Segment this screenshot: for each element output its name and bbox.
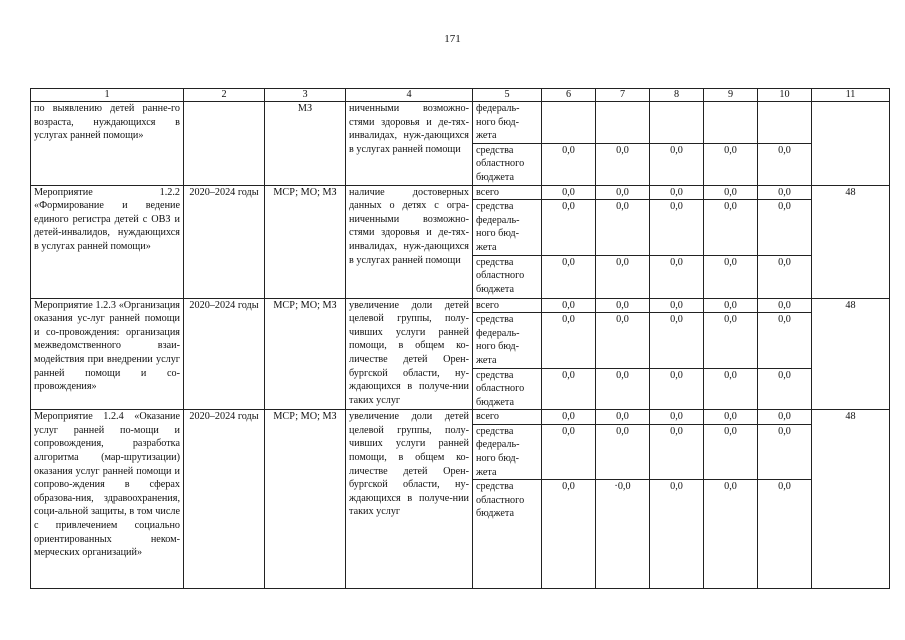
value-cell [650, 102, 704, 144]
value-cell: 0,0 [704, 480, 758, 589]
col11-cell [812, 102, 890, 186]
col-header: 11 [812, 89, 890, 102]
value-cell: ·0,0 [596, 480, 650, 589]
value-cell: 0,0 [596, 313, 650, 368]
value-cell: 0,0 [704, 200, 758, 255]
value-cell: 0,0 [758, 185, 812, 200]
measure-executors: МСР; МО; МЗ [265, 185, 346, 298]
col-header: 1 [31, 89, 184, 102]
col11-cell: 48 [812, 185, 890, 298]
col-header: 3 [265, 89, 346, 102]
value-cell: 0,0 [596, 143, 650, 185]
value-cell: 0,0 [704, 298, 758, 313]
col-header: 8 [650, 89, 704, 102]
funding-source: федераль-ного бюд-жета [473, 102, 542, 144]
value-cell: 0,0 [542, 480, 596, 589]
value-cell: 0,0 [542, 424, 596, 479]
value-cell: 0,0 [596, 200, 650, 255]
value-cell: 0,0 [650, 410, 704, 425]
measure-name: по выявлению детей ранне-го возраста, нуждающихся в услугах ранней помощи» [31, 102, 184, 186]
measure-indicator: увеличение доли детей целевой группы, полу-чивших услуги ранней помощи, в общем ко-личестве детей Орен-бургской области, ну-ждающихся в получе-нии таких услуг [346, 298, 473, 410]
measure-executors: МСР; МО; МЗ [265, 298, 346, 410]
value-cell: 0,0 [758, 368, 812, 410]
value-cell: 0,0 [758, 313, 812, 368]
table-row [31, 298, 890, 313]
value-cell: 0,0 [704, 368, 758, 410]
table-header-row [31, 89, 890, 102]
measure-name: Мероприятие 1.2.3 «Организация оказания ус-луг ранней помощи и со-провождения: организация межведомственного взаи-модействия при внедрении услуг ранней помощи и со-провождения» [31, 298, 184, 410]
value-cell: 0,0 [704, 424, 758, 479]
value-cell: 0,0 [542, 313, 596, 368]
value-cell: 0,0 [650, 313, 704, 368]
col-header: 7 [596, 89, 650, 102]
value-cell: 0,0 [704, 185, 758, 200]
value-cell: 0,0 [542, 410, 596, 425]
value-cell: 0,0 [542, 185, 596, 200]
value-cell: 0,0 [650, 480, 704, 589]
col11-cell: 48 [812, 410, 890, 589]
value-cell: 0,0 [650, 424, 704, 479]
measure-years [184, 102, 265, 186]
measure-indicator: ниченными возможно-стями здоровья и де-тях-инвалидах, нуж-дающихся в услугах ранней помощи [346, 102, 473, 186]
page-number: 171 [444, 33, 461, 45]
table-row [31, 410, 890, 425]
funding-source: средства федераль-ного бюд-жета [473, 200, 542, 255]
measure-years: 2020–2024 годы [184, 298, 265, 410]
value-cell: 0,0 [596, 368, 650, 410]
measure-name: Мероприятие 1.2.4 «Оказание услуг ранней по-мощи и сопровождения, разработка алгоритма (мар-шрутизации) оказания услуг ранней помощи и сопрово-ждения в сферах образова-ния, здравоохранения, соци-альной защиты, в том числе с привлечением социально ориентированных неком-мерческих организаций» [31, 410, 184, 589]
funding-source: всего [473, 185, 542, 200]
value-cell: 0,0 [704, 255, 758, 298]
value-cell: 0,0 [650, 368, 704, 410]
program-measures-table [30, 88, 890, 589]
value-cell: 0,0 [758, 255, 812, 298]
measure-years: 2020–2024 годы [184, 185, 265, 298]
value-cell: 0,0 [650, 143, 704, 185]
measure-name: Мероприятие 1.2.2 «Формирование и ведение единого регистра детей с ОВЗ и детей-инвалидов, нуждающихся в услугах ранней помощи» [31, 185, 184, 298]
funding-source: средства областного бюджета [473, 480, 542, 589]
measure-years: 2020–2024 годы [184, 410, 265, 589]
value-cell: 0,0 [542, 143, 596, 185]
value-cell [758, 102, 812, 144]
measure-indicator: увеличение доли детей целевой группы, полу-чивших услуги ранней помощи, в общем ко-личестве детей Орен-бургской области, ну-ждающихся в получе-нии таких услуг [346, 410, 473, 589]
value-cell: 0,0 [650, 185, 704, 200]
funding-source: средства областного бюджета [473, 255, 542, 298]
table-row [31, 185, 890, 200]
value-cell: 0,0 [758, 143, 812, 185]
value-cell: 0,0 [704, 143, 758, 185]
value-cell: 0,0 [650, 255, 704, 298]
funding-source: всего [473, 298, 542, 313]
value-cell: 0,0 [758, 424, 812, 479]
value-cell: 0,0 [758, 480, 812, 589]
measure-executors: МЗ [265, 102, 346, 186]
value-cell: 0,0 [758, 200, 812, 255]
value-cell: 0,0 [596, 298, 650, 313]
value-cell: 0,0 [596, 255, 650, 298]
col-header: 5 [473, 89, 542, 102]
value-cell [704, 102, 758, 144]
col-header: 2 [184, 89, 265, 102]
value-cell [596, 102, 650, 144]
funding-source: средства областного бюджета [473, 368, 542, 410]
col-header: 9 [704, 89, 758, 102]
funding-source: средства областного бюджета [473, 143, 542, 185]
col11-cell: 48 [812, 298, 890, 410]
value-cell: 0,0 [758, 410, 812, 425]
value-cell: 0,0 [650, 298, 704, 313]
value-cell: 0,0 [542, 200, 596, 255]
col-header: 6 [542, 89, 596, 102]
col-header: 4 [346, 89, 473, 102]
col-header: 10 [758, 89, 812, 102]
funding-source: средства федераль-ного бюд-жета [473, 424, 542, 479]
funding-source: всего [473, 410, 542, 425]
value-cell: 0,0 [704, 313, 758, 368]
value-cell: 0,0 [596, 424, 650, 479]
value-cell: 0,0 [542, 368, 596, 410]
value-cell: 0,0 [704, 410, 758, 425]
measure-executors: МСР; МО; МЗ [265, 410, 346, 589]
value-cell [542, 102, 596, 144]
value-cell: 0,0 [650, 200, 704, 255]
value-cell: 0,0 [542, 298, 596, 313]
table-row [31, 102, 890, 144]
value-cell: 0,0 [596, 410, 650, 425]
value-cell: 0,0 [758, 298, 812, 313]
measure-indicator: наличие достоверных данных о детях с огра-ниченными возможно-стями здоровья и де-тях-инвалидах, нуж-дающихся в услугах ранней помощи [346, 185, 473, 298]
funding-source: средства федераль-ного бюд-жета [473, 313, 542, 368]
value-cell: 0,0 [596, 185, 650, 200]
value-cell: 0,0 [542, 255, 596, 298]
